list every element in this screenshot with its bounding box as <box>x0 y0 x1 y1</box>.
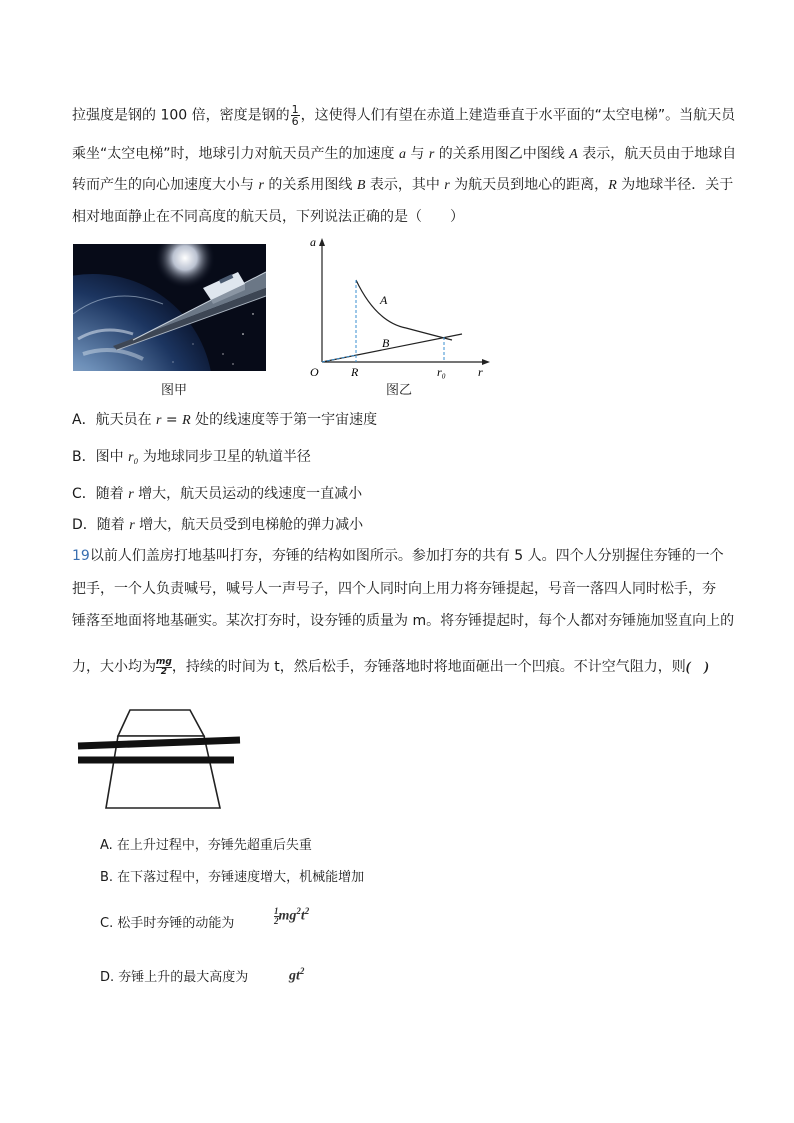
q18-line-4: 相对地面静止在不同高度的航天员，下列说法正确的是（ ） <box>72 209 464 225</box>
q19-option-c[interactable]: C. 松手时夯锤的动能为 <box>100 916 235 931</box>
q19-option-b[interactable]: B. 在下落过程中，夯锤速度增大，机械能增加 <box>100 870 365 885</box>
space-elevator-photo <box>73 244 266 371</box>
force-fraction: $\frac{mg}{2}$ <box>156 656 172 677</box>
label-r0: r₀ <box>437 365 446 379</box>
handle-back <box>78 740 240 746</box>
q18-option-b[interactable]: B．图中 r₀ 为地球同步卫星的轨道半径 <box>72 449 311 465</box>
acceleration-graph <box>306 234 496 382</box>
x-axis-arrow <box>482 359 490 365</box>
q19-option-d-formula: $gt^2$ <box>289 966 305 984</box>
q19-line-3: 锤落至地面将地基砸实。某次打夯时，设夯锤的质量为 m。将夯锤提起时，每个人都对夯锤施加竖直向上的 <box>72 613 735 629</box>
q19-option-d[interactable]: D. 夯锤上升的最大高度为 <box>100 970 249 985</box>
q19-option-c-formula: $\frac{1}{2}mg^2t^2$ <box>274 905 310 926</box>
label-origin: O <box>310 365 319 379</box>
q19-number: 19 <box>72 548 90 564</box>
label-curve-A: A <box>380 293 388 307</box>
fraction-one-sixth: $\frac{1}{6}$ <box>291 103 299 128</box>
rammer-top <box>118 710 204 736</box>
figure-a-caption: 图甲 <box>161 383 188 398</box>
q18-line-1: 拉强度是钢的 100 倍，密度是钢的 $\frac{1}{6}$ ，这使得人们有望在赤道上建造垂直于水平面的“太空电梯”。当航天员 <box>72 103 736 128</box>
figure-b-caption: 图乙 <box>386 383 413 398</box>
q19-line-2: 把手，一个人负责喊号，喊号人一声号子，四个人同时向上用力将夯锤提起，号音一落四人同时松手，夯 <box>72 581 716 597</box>
q19-line-1: 19以前人们盖房打地基叫打夯，夯锤的结构如图所示。参加打夯的共有 5 人。四个人分别握住夯锤的一个 <box>72 548 724 564</box>
q18-line-2: 乘坐“太空电梯”时，地球引力对航天员产生的加速度 a 与 r 的关系用图乙中图线 A 表示，航天员由于地球自 <box>72 146 737 162</box>
label-r-axis: r <box>478 365 483 379</box>
rammer-figure <box>74 704 244 814</box>
q19-line-4: 力，大小均为 $\frac{mg}{2}$，持续的时间为 t，然后松手，夯锤落地时将地面砸出一个凹痕。不计空气阻力，则( ) <box>72 656 710 677</box>
q18-option-a[interactable]: A．航天员在 r = R 处的线速度等于第一宇宙速度 <box>72 412 378 428</box>
label-R: R <box>351 365 359 379</box>
curve-a <box>356 280 452 340</box>
y-axis-arrow <box>319 238 325 246</box>
q18-option-c[interactable]: C．随着 r 增大，航天员运动的线速度一直减小 <box>72 486 363 502</box>
label-a-axis: a <box>310 235 316 249</box>
label-line-B: B <box>382 336 390 350</box>
q19-option-a[interactable]: A. 在上升过程中，夯锤先超重后失重 <box>100 838 312 853</box>
q18-line-3: 转而产生的向心加速度大小与 r 的关系用图线 B 表示，其中 r 为航天员到地心的距离，R 为地球半径．关于 <box>72 177 734 193</box>
q18-option-d[interactable]: D．随着 r 增大，航天员受到电梯舱的弹力减小 <box>72 517 364 533</box>
